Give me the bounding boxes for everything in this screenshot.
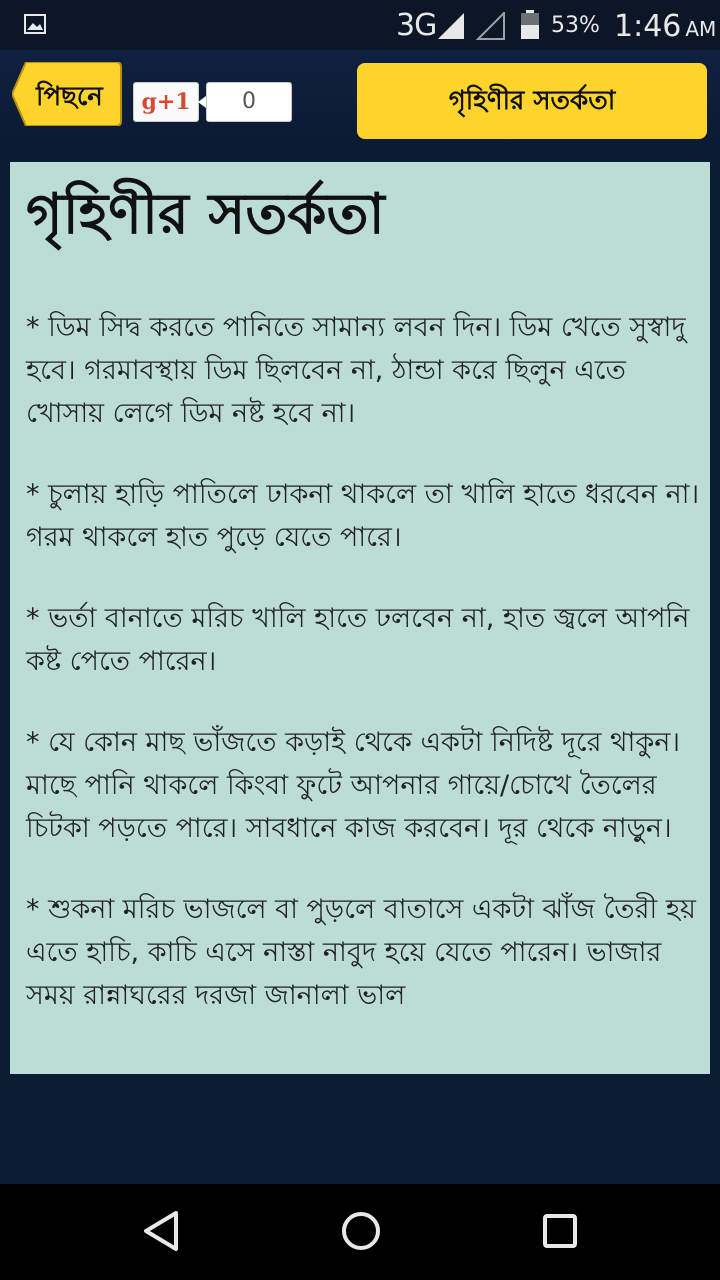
clock: 1:46 AM [614, 9, 717, 44]
status-bar [0, 0, 720, 50]
recents-square-icon[interactable] [542, 1210, 578, 1252]
network-type: 3G [396, 8, 437, 43]
battery-icon [520, 10, 540, 40]
article-heading: গৃহিণীর সতর্কতা [26, 182, 385, 247]
back-triangle-icon[interactable] [142, 1210, 180, 1252]
back-button[interactable] [12, 62, 122, 126]
image-icon [24, 14, 46, 34]
paragraph: * যে কোন মাছ ভাঁজতে কড়াই থেকে একটা নিদিষ্ট দূরে থাকুন। মাছে পানি থাকলে কিংবা ফুটে আপনার গায়ে/চোখে তৈলের চিটকা পড়তে পারে। সাবধানে কাজ করবেন। দূর থেকে নাড়ুন। [26, 727, 681, 844]
paragraph: * ভর্তা বানাতে মরিচ খালি হাতে ঢলবেন না, হাত জ্বলে আপনি কষ্ট পেতে পারেন। [26, 603, 690, 677]
article-card [10, 162, 710, 1074]
back-button-label: পিছনে [36, 82, 103, 112]
title-button[interactable]: গৃহিণীর সতর্কতা [357, 63, 707, 139]
paragraph: * শুকনা মরিচ ভাজলে বা পুড়লে বাতাসে একটা ঝাঁজ তৈরী হয় এতে হাচি, কাচি এসে নাস্তা নাবুদ হয়ে যেতে পারেন। ভাজার সময় রান্নাঘরের দরজা জানালা ভাল [26, 894, 696, 1011]
paragraph: * চুলায় হাড়ি পাতিলে ঢাকনা থাকলে তা খালি হাতে ধরবেন না। গরম থাকলে হাত পুড়ে যেতে পারে। [26, 479, 700, 553]
navigation-bar [0, 1184, 720, 1280]
signal-icon [436, 12, 466, 40]
plus-one-count: 0 [206, 82, 292, 122]
signal-empty-icon [476, 12, 506, 40]
battery-percent: 53% [551, 13, 600, 38]
google-plus-one-button[interactable]: g+1 [133, 82, 199, 122]
article-body [26, 306, 702, 1055]
home-circle-icon[interactable] [340, 1210, 382, 1252]
paragraph: * ডিম সিদ্ব করতে পানিতে সামান্য লবন দিন। ডিম খেতে সুস্বাদু হবে। গরমাবস্থায় ডিম ছিলবেন না, ঠান্ডা করে ছিলুন এতে খোসায় লেগে ডিম নষ্ট হবে না। [26, 312, 686, 429]
